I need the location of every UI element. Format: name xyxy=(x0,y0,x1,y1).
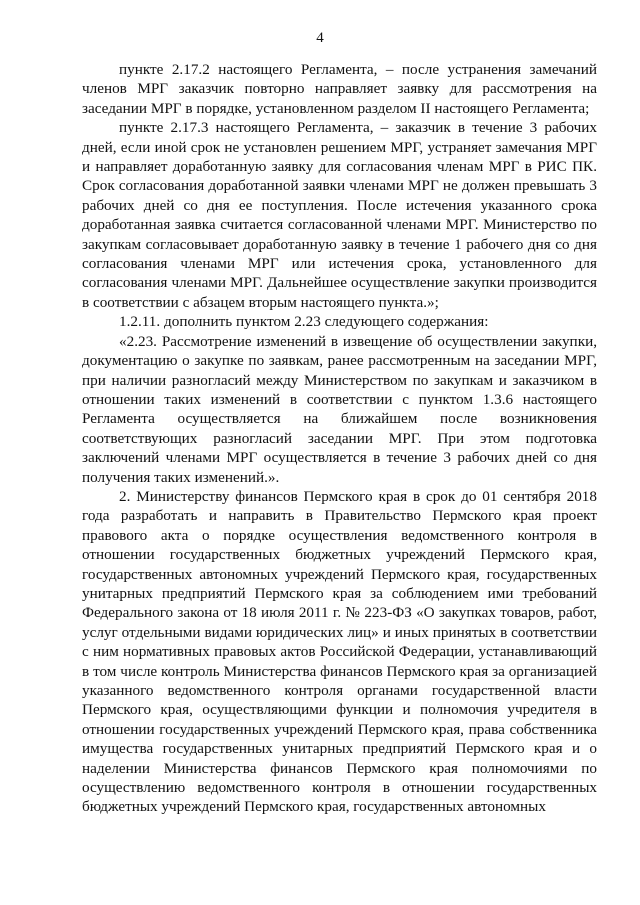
paragraph-item-2-17-3: пункте 2.17.3 настоящего Регламента, – заказчик в течение 3 рабочих дней, если иной срок не установлен решением МРГ, устраняет замечания МРГ и направляет доработанную заявку для согласования членам МРГ в РИС ПК. Срок согласования доработанной заявки членами МРГ не должен превышать 3 рабочих дней со дня ее поступления. После истечения указанного срока доработанная заявка считается согласованной членами МРГ. Министерство по закупкам согласовывает доработанную заявку в течение 1 рабочего дня со дня согласования членами МРГ или истечения срока, установленного для согласования членами МРГ. Дальнейшее осуществление закупки производится в соответствии с абзацем вторым настоящего пункта.»; xyxy=(82,119,597,311)
paragraph-amendment-1-2-11: 1.2.11. дополнить пунктом 2.23 следующего содержания: xyxy=(119,313,489,331)
paragraph-section-2: 2. Министерству финансов Пермского края в срок до 01 сентября 2018 года разработать и направить в Правительство Пермского края проект правового акта о порядке осуществления ведомственного контроля в отношении государственных бюджетных учреждений Пермского края, государственных автономных учреждений Пермского края, государственных унитарных предприятий Пермского края за соблюдением ими требований Федерального закона от 18 июля 2011 г. № 223-ФЗ «О закупках товаров, работ, услуг отдельными видами юридических лиц» и иных принятых в соответствии с ним нормативных правовых актов Российской Федерации, устанавливающий в том числе контроль Министерства финансов Пермского края за организацией указанного ведомственного контроля органами государственной власти Пермского края, осуществляющими функции и полномочия учредителя в отношении государственных учреждений Пермского края, права собственника имущества государственных унитарных предприятий Пермского края и о наделении Министерства финансов Пермского края полномочиями по осуществлению ведомственного контроля в отношении государственных бюджетных учреждений Пермского края, государственных автономных xyxy=(82,487,597,816)
document-body xyxy=(82,60,597,817)
paragraph-item-2-17-2: пункте 2.17.2 настоящего Регламента, – после устранения замечаний членов МРГ заказчик повторно направляет заявку для рассмотрения на заседании МРГ в порядке, установленном разделом II настоящего Регламента; xyxy=(82,61,597,117)
paragraph-clause-2-23: «2.23. Рассмотрение изменений в извещение об осуществлении закупки, документацию о закупке по заявкам, ранее рассмотренным на заседании МРГ, при наличии разногласий между Министерством по закупкам и заказчиком в отношении таких изменений в соответствии с пунктом 1.3.6 настоящего Регламента осуществляется на ближайшем после возникновения соответствующих разногласий заседании МРГ. При этом подготовка заключений членами МРГ осуществляется в течение 3 рабочих дней со дня получения таких изменений.». xyxy=(82,332,597,486)
page-number: 4 xyxy=(316,30,324,46)
